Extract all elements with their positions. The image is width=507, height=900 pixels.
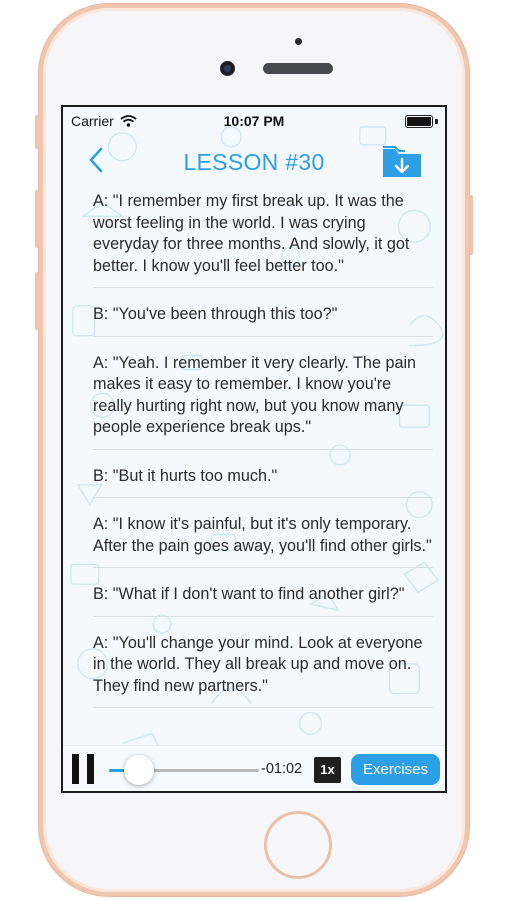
lesson-title: LESSON #30 bbox=[183, 149, 325, 175]
audio-player bbox=[63, 745, 445, 793]
home-button[interactable] bbox=[264, 811, 332, 879]
dialogue-line: A: "I remember my first break up. It was the worst feeling in the world. I was crying everyday for three months. And slowly, it got better. I know you'll feel better too." bbox=[93, 185, 433, 288]
dialogue-line: B: "But it hurts too much." bbox=[93, 450, 433, 499]
pause-button[interactable] bbox=[72, 754, 96, 784]
carrier-label: Carrier bbox=[71, 113, 114, 129]
pause-icon-bar bbox=[87, 754, 94, 784]
exercises-button[interactable]: Exercises bbox=[351, 754, 440, 785]
front-sensor bbox=[295, 38, 302, 45]
playback-speed-button[interactable]: 1x bbox=[314, 757, 341, 783]
power-button bbox=[469, 195, 473, 255]
dialogue-list[interactable] bbox=[63, 185, 445, 745]
battery-tip bbox=[435, 119, 438, 124]
folder-download-icon bbox=[381, 141, 423, 179]
status-time: 10:07 PM bbox=[223, 113, 285, 129]
pause-icon-bar bbox=[72, 754, 79, 784]
dialogue-line: B: "You've been through this too?" bbox=[93, 288, 433, 337]
volume-down-button bbox=[35, 272, 39, 330]
dialogue-line: A: "Yeah. I remember it very clearly. The pain makes it easy to remember. I know you're really hurting right now, but you know many people experience break ups." bbox=[93, 337, 433, 450]
nav-bar bbox=[63, 137, 445, 185]
front-camera bbox=[220, 61, 235, 76]
app-screen bbox=[61, 105, 447, 793]
volume-up-button bbox=[35, 190, 39, 248]
dialogue-line: A: "I know it's painful, but it's only temporary. After the pain goes away, you'll find other girls." bbox=[93, 498, 433, 568]
earpiece-speaker bbox=[263, 63, 333, 74]
mute-switch bbox=[35, 115, 39, 149]
progress-knob[interactable] bbox=[124, 755, 154, 785]
time-remaining: -01:02 bbox=[261, 761, 303, 777]
progress-slider[interactable] bbox=[109, 769, 259, 772]
download-button[interactable] bbox=[381, 141, 423, 179]
battery-icon bbox=[405, 115, 433, 128]
dialogue-line: B: "What if I don't want to find another girl?" bbox=[93, 568, 433, 617]
dialogue-line: A: "You'll change your mind. Look at everyone in the world. They all break up and move on. They find new partners." bbox=[93, 617, 433, 709]
status-bar bbox=[63, 107, 445, 135]
